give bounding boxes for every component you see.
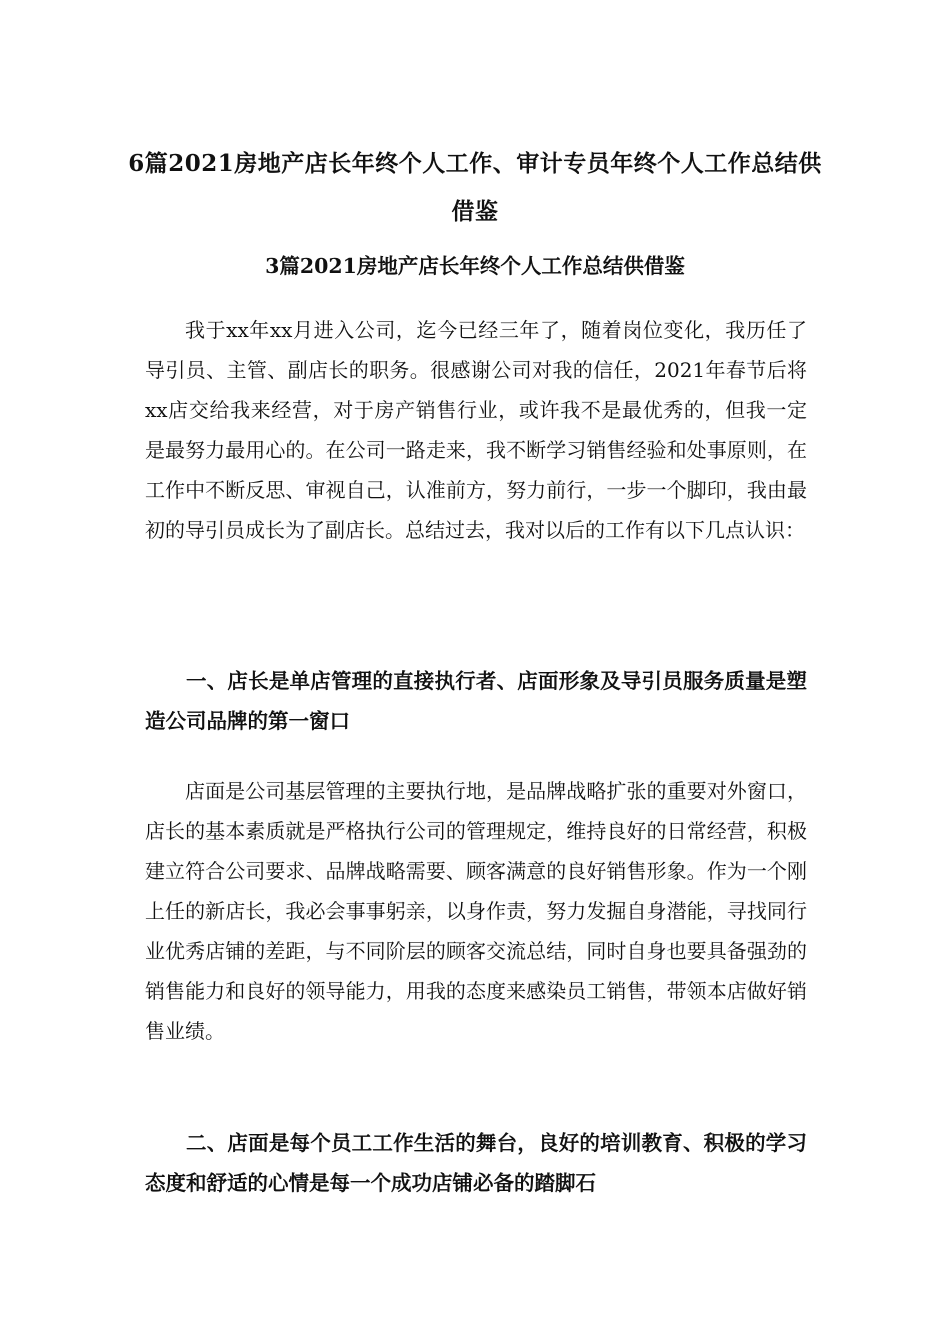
section-heading-2: 二、店面是每个员工工作生活的舞台，良好的培训教育、积极的学习态度和舒适的心情是每一个成功店铺必备的踏脚石 <box>145 1131 807 1195</box>
paragraph-section-1: 店面是公司基层管理的主要执行地，是品牌战略扩张的重要对外窗口，店长的基本素质就是严格执行公司的管理规定，维持良好的日常经营，积极建立符合公司要求、品牌战略需要、顾客满意的良好销售形象。作为一个刚上任的新店长，我必会事事躬亲，以身作责，努力发掘自身潜能，寻找同行业优秀店铺的差距，与不同阶层的顾客交流总结，同时自身也要具备强劲的销售能力和良好的领导能力，用我的态度来感染员工销售，带领本店做好销售业绩。 <box>145 779 807 1043</box>
document-title: 6篇2021房地产店长年终个人工作、审计专员年终个人工作总结供借鉴 <box>128 150 822 225</box>
section-heading-1: 一、店长是单店管理的直接执行者、店面形象及导引员服务质量是塑造公司品牌的第一窗口 <box>145 669 807 733</box>
paragraph-intro: 我于xx年xx月进入公司，迄今已经三年了，随着岗位变化，我历任了导引员、主管、副店长的职务。很感谢公司对我的信任，2021年春节后将xx店交给我来经营，对于房产销售行业，或许我不是最优秀的，但我一定是最努力最用心的。在公司一路走来，我不断学习销售经验和处事原则，在工作中不断反思、审视自己，认准前方，努力前行，一步一个脚印，我由最初的导引员成长为了副店长。总结过去，我对以后的工作有以下几点认识： <box>145 318 807 542</box>
document-subtitle: 3篇2021房地产店长年终个人工作总结供借鉴 <box>265 254 685 278</box>
